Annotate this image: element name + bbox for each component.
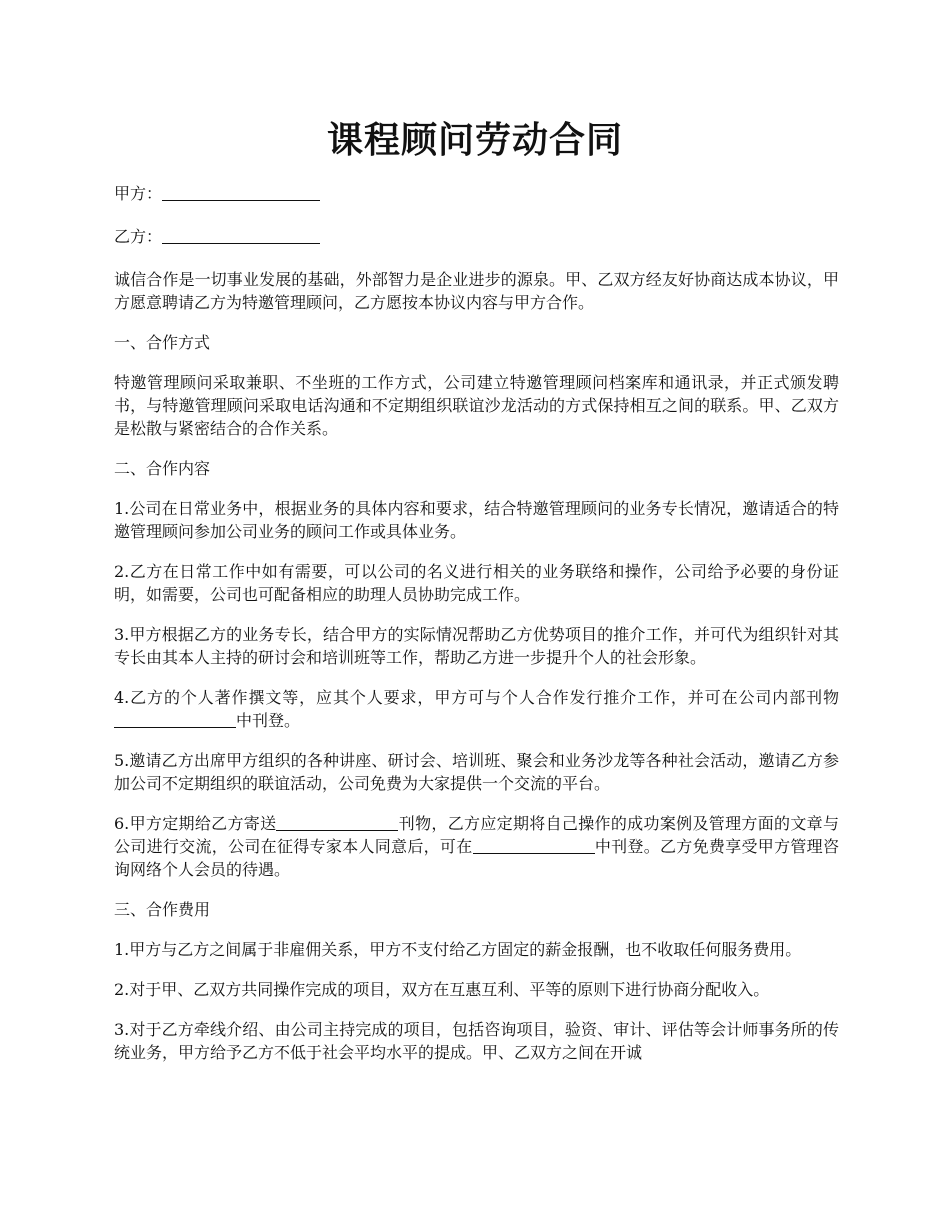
item-6-text-a: 6.甲方定期给乙方寄送: [114, 814, 277, 833]
item-6-blank-2: [473, 837, 595, 854]
party-a-blank: [162, 184, 320, 201]
item-6-blank-1: [276, 814, 398, 831]
intro-paragraph: 诚信合作是一切事业发展的基础，外部智力是企业进步的源泉。甲、乙双方经友好协商达成本协议，甲方愿意聘请乙方为特邀管理顾问，乙方愿按本协议内容与甲方合作。: [114, 270, 839, 312]
item-6-text-c: 中刊登。乙方免费享受甲方管理咨询网络个人会员的待遇。: [114, 837, 839, 879]
item-4-text-b: 中刊登。: [236, 711, 301, 730]
item-4-text-a: 4.乙方的个人著作撰文等，应其个人要求，甲方可与个人合作发行推介工作，并可在公司内部刊物: [114, 688, 839, 707]
section-2-item-1: 1.公司在日常业务中，根据业务的具体内容和要求，结合特邀管理顾问的业务专长情况，邀请适合的特邀管理顾问参加公司业务的顾问工作或具体业务。: [114, 499, 839, 541]
section-3-item-3: 3.对于乙方牵线介绍、由公司主持完成的项目，包括咨询项目，验资、审计、评估等会计师事务所的传统业务，甲方给予乙方不低于社会平均水平的提成。甲、乙双方之间在开诚: [114, 1020, 839, 1062]
section-2-item-5: 5.邀请乙方出席甲方组织的各种讲座、研讨会、培训班、聚会和业务沙龙等各种社会活动，邀请乙方参加公司不定期组织的联谊活动，公司免费为大家提供一个交流的平台。: [114, 751, 839, 793]
document-title: 课程顾问劳动合同: [326, 119, 623, 161]
party-a-label: 甲方：: [114, 184, 163, 203]
item-6-text-b: 刊物，乙方应定期将自己操作的成功案例及管理方面的文章与公司进行交流，公司在征得专家本人同意后，可在: [114, 814, 839, 856]
section-1-heading: 一、合作方式: [114, 333, 211, 352]
party-b-line: [114, 225, 839, 248]
section-3-item-1: 1.甲方与乙方之间属于非雇佣关系，甲方不支付给乙方固定的薪金报酬，也不收取任何服务费用。: [114, 940, 802, 959]
section-3-item-2: 2.对于甲、乙双方共同操作完成的项目，双方在互惠互利、平等的原则下进行协商分配收入。: [114, 980, 770, 999]
party-b-label: 乙方：: [114, 227, 163, 246]
section-2-item-6: [114, 812, 839, 881]
section-2-item-3: 3.甲方根据乙方的业务专长，结合甲方的实际情况帮助乙方优势项目的推介工作，并可代为组织针对其专长由其本人主持的研讨会和培训班等工作，帮助乙方进一步提升个人的社会形象。: [114, 625, 839, 667]
section-2-heading: 二、合作内容: [114, 459, 211, 478]
document-body: [114, 182, 839, 1081]
party-b-blank: [162, 227, 320, 244]
item-4-blank: [114, 711, 236, 728]
party-a-line: [114, 182, 839, 205]
section-3-heading: 三、合作费用: [114, 900, 211, 919]
section-1-paragraph: 特邀管理顾问采取兼职、不坐班的工作方式，公司建立特邀管理顾问档案库和通讯录，并正式颁发聘书，与特邀管理顾问采取电话沟通和不定期组织联谊沙龙活动的方式保持相互之间的联系。甲、乙双方是松散与紧密结合的合作关系。: [114, 373, 839, 438]
section-2-item-2: 2.乙方在日常工作中如有需要，可以公司的名义进行相关的业务联络和操作，公司给予必要的身份证明，如需要，公司也可配备相应的助理人员协助完成工作。: [114, 562, 839, 604]
section-2-item-4: [114, 686, 839, 732]
